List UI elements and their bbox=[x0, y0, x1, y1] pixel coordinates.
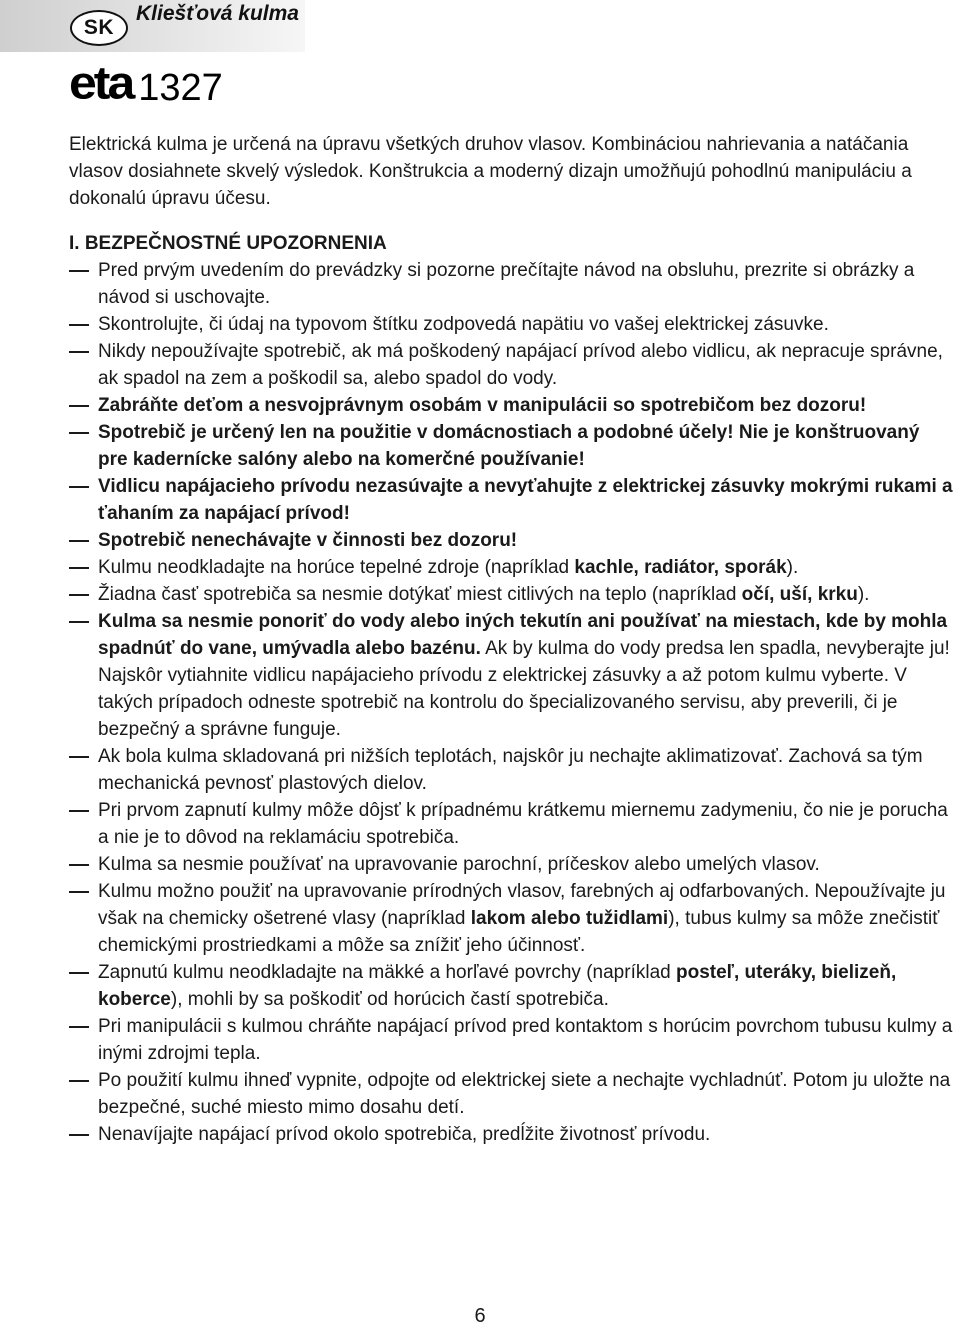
list-item-text: Žiadna časť spotrebiča sa nesmie dotýkať miest citlivých na teplo (napríklad bbox=[98, 584, 742, 605]
dash-bullet-icon bbox=[69, 972, 89, 974]
document-title: Kliešťová kulma bbox=[136, 2, 299, 25]
list-item-text: Nikdy nepoužívajte spotrebič, ak má poškodený napájací prívod alebo vidlicu, ak nepracuje správne, ak spadol na zem a poškodil sa, alebo spadol do vody. bbox=[98, 341, 943, 389]
list-item-text: Pri prvom zapnutí kulmy môže dôjsť k prípadnému krátkemu miernemu zadymeniu, čo nie je porucha a nie je to dôvod na reklamáciu spotrebiča. bbox=[98, 800, 948, 848]
dash-bullet-icon bbox=[69, 621, 89, 623]
list-item-bold-text: kachle, radiátor, sporák bbox=[574, 557, 787, 578]
list-item-text: Skontrolujte, či údaj na typovom štítku zodpovedá napätiu vo vašej elektrickej zásuvke. bbox=[98, 314, 829, 335]
list-item bbox=[69, 878, 953, 959]
dash-bullet-icon bbox=[69, 594, 89, 596]
model-number: 1327 bbox=[138, 67, 223, 109]
list-item bbox=[69, 311, 953, 338]
list-item bbox=[69, 851, 953, 878]
page-number: 6 bbox=[474, 1305, 486, 1327]
brand-logo: eta bbox=[69, 57, 133, 109]
list-item-text: Pri manipulácii s kulmou chráňte napájací prívod pred kontaktom s horúcim povrchom tubusu kulmy a inými zdrojmi tepla. bbox=[98, 1016, 953, 1064]
dash-bullet-icon bbox=[69, 1134, 89, 1136]
list-item-bold-text: lakom alebo tužidlami bbox=[470, 908, 669, 929]
list-item-text: ), mohli by sa poškodiť od horúcich častí spotrebiča. bbox=[170, 989, 609, 1010]
safety-warnings-list bbox=[69, 257, 953, 1148]
list-item-text: ). bbox=[786, 557, 799, 578]
list-item bbox=[69, 1013, 953, 1067]
dash-bullet-icon bbox=[69, 540, 89, 542]
list-item bbox=[69, 797, 953, 851]
list-item bbox=[69, 419, 953, 473]
dash-bullet-icon bbox=[69, 432, 89, 434]
list-item-text: Kulmu možno použiť na upravovanie prírodných vlasov, farebných aj odfarbovaných. Nepoužívajte ju však na chemicky ošetrené vlasy (napríklad bbox=[98, 881, 946, 929]
list-item bbox=[69, 743, 953, 797]
list-item bbox=[69, 1067, 953, 1121]
intro-paragraph: Elektrická kulma je určená na úpravu všetkých druhov vlasov. Kombináciou nahrievania a natáčania vlasov dosiahnete skvelý výsledok. Konštrukcia a moderný dizajn umožňujú pohodlnú manipuláciu a dokonalú úpravu účesu. bbox=[69, 134, 912, 209]
list-item-text: Kulmu neodkladajte na horúce tepelné zdroje (napríklad bbox=[98, 557, 575, 578]
dash-bullet-icon bbox=[69, 891, 89, 893]
list-item-bold-text: Spotrebič je určený len na použitie v domácnostiach a podobné účely! Nie je konštruovaný pre kadernícke salóny alebo na komerčné používanie! bbox=[98, 422, 920, 470]
list-item-text: Po použití kulmu ihneď vypnite, odpojte od elektrickej siete a nechajte vychladnúť. Potom ju uložte na bezpečné, suché miesto mimo dosahu detí. bbox=[98, 1070, 951, 1118]
brand-row bbox=[69, 58, 223, 108]
list-item bbox=[69, 257, 953, 311]
dash-bullet-icon bbox=[69, 864, 89, 866]
dash-bullet-icon bbox=[69, 351, 89, 353]
dash-bullet-icon bbox=[69, 1026, 89, 1028]
list-item bbox=[69, 392, 953, 419]
list-item-bold-text: Zabráňte deťom a nesvojprávnym osobám v manipulácii so spotrebičom bez dozoru! bbox=[98, 395, 867, 416]
list-item-bold-text: posteľ, uteráky, bielizeň, koberce bbox=[98, 962, 897, 1010]
list-item-bold-text: očí, uší, krku bbox=[741, 584, 858, 605]
dash-bullet-icon bbox=[69, 810, 89, 812]
list-item bbox=[69, 338, 953, 392]
list-item-text: ), tubus kulmy sa môže znečistiť chemickými prostriedkami a môže sa znížiť jeho účinnosť. bbox=[98, 908, 940, 956]
list-item-bold-text: Vidlicu napájacieho prívodu nezasúvajte a nevyťahujte z elektrickej zásuvky mokrými rukami a ťahaním za napájací prívod! bbox=[98, 476, 953, 524]
list-item-text: ). bbox=[857, 584, 870, 605]
list-item bbox=[69, 527, 953, 554]
dash-bullet-icon bbox=[69, 486, 89, 488]
list-item-text: Pred prvým uvedením do prevádzky si pozorne prečítajte návod na obsluhu, prezrite si obrázky a návod si uschovajte. bbox=[98, 260, 915, 308]
list-item bbox=[69, 554, 953, 581]
list-item-bold-text: Kulma sa nesmie ponoriť do vody alebo iných tekutín ani používať na miestach, kde by mohla spadnúť do vane, umývadla alebo bazénu. bbox=[98, 611, 948, 659]
dash-bullet-icon bbox=[69, 270, 89, 272]
language-badge: SK bbox=[70, 10, 128, 46]
list-item-text: Kulma sa nesmie používať na upravovanie parochní, príčeskov alebo umelých vlasov. bbox=[98, 854, 820, 875]
list-item-bold-text: Spotrebič nenechávajte v činnosti bez dozoru! bbox=[98, 530, 518, 551]
list-item-text: Nenavíjajte napájací prívod okolo spotrebiča, predĺžite životnosť prívodu. bbox=[98, 1124, 711, 1145]
list-item bbox=[69, 608, 953, 743]
dash-bullet-icon bbox=[69, 567, 89, 569]
dash-bullet-icon bbox=[69, 756, 89, 758]
dash-bullet-icon bbox=[69, 405, 89, 407]
list-item bbox=[69, 473, 953, 527]
list-item-text: Zapnutú kulmu neodkladajte na mäkké a horľavé povrchy (napríklad bbox=[98, 962, 676, 983]
list-item-text: Ak bola kulma skladovaná pri nižších teplotách, najskôr ju nechajte aklimatizovať. Zachová sa tým mechanická pevnosť plastových dielov. bbox=[98, 746, 923, 794]
list-item bbox=[69, 581, 953, 608]
list-item-text: Ak by kulma do vody predsa len spadla, nevyberajte ju! Najskôr vytiahnite vidlicu napájacieho prívodu z elektrickej zásuvky a až potom kulmu vyberte. V takých prípadoch odneste spotrebič na kontrolu do špecializovaného servisu, aby preverili, či je bezpečný a správne funguje. bbox=[98, 638, 950, 740]
dash-bullet-icon bbox=[69, 324, 89, 326]
dash-bullet-icon bbox=[69, 1080, 89, 1082]
list-item bbox=[69, 1121, 953, 1148]
list-item bbox=[69, 959, 953, 1013]
document-body bbox=[69, 131, 953, 1148]
section-heading: I. BEZPEČNOSTNÉ UPOZORNENIA bbox=[69, 233, 387, 254]
